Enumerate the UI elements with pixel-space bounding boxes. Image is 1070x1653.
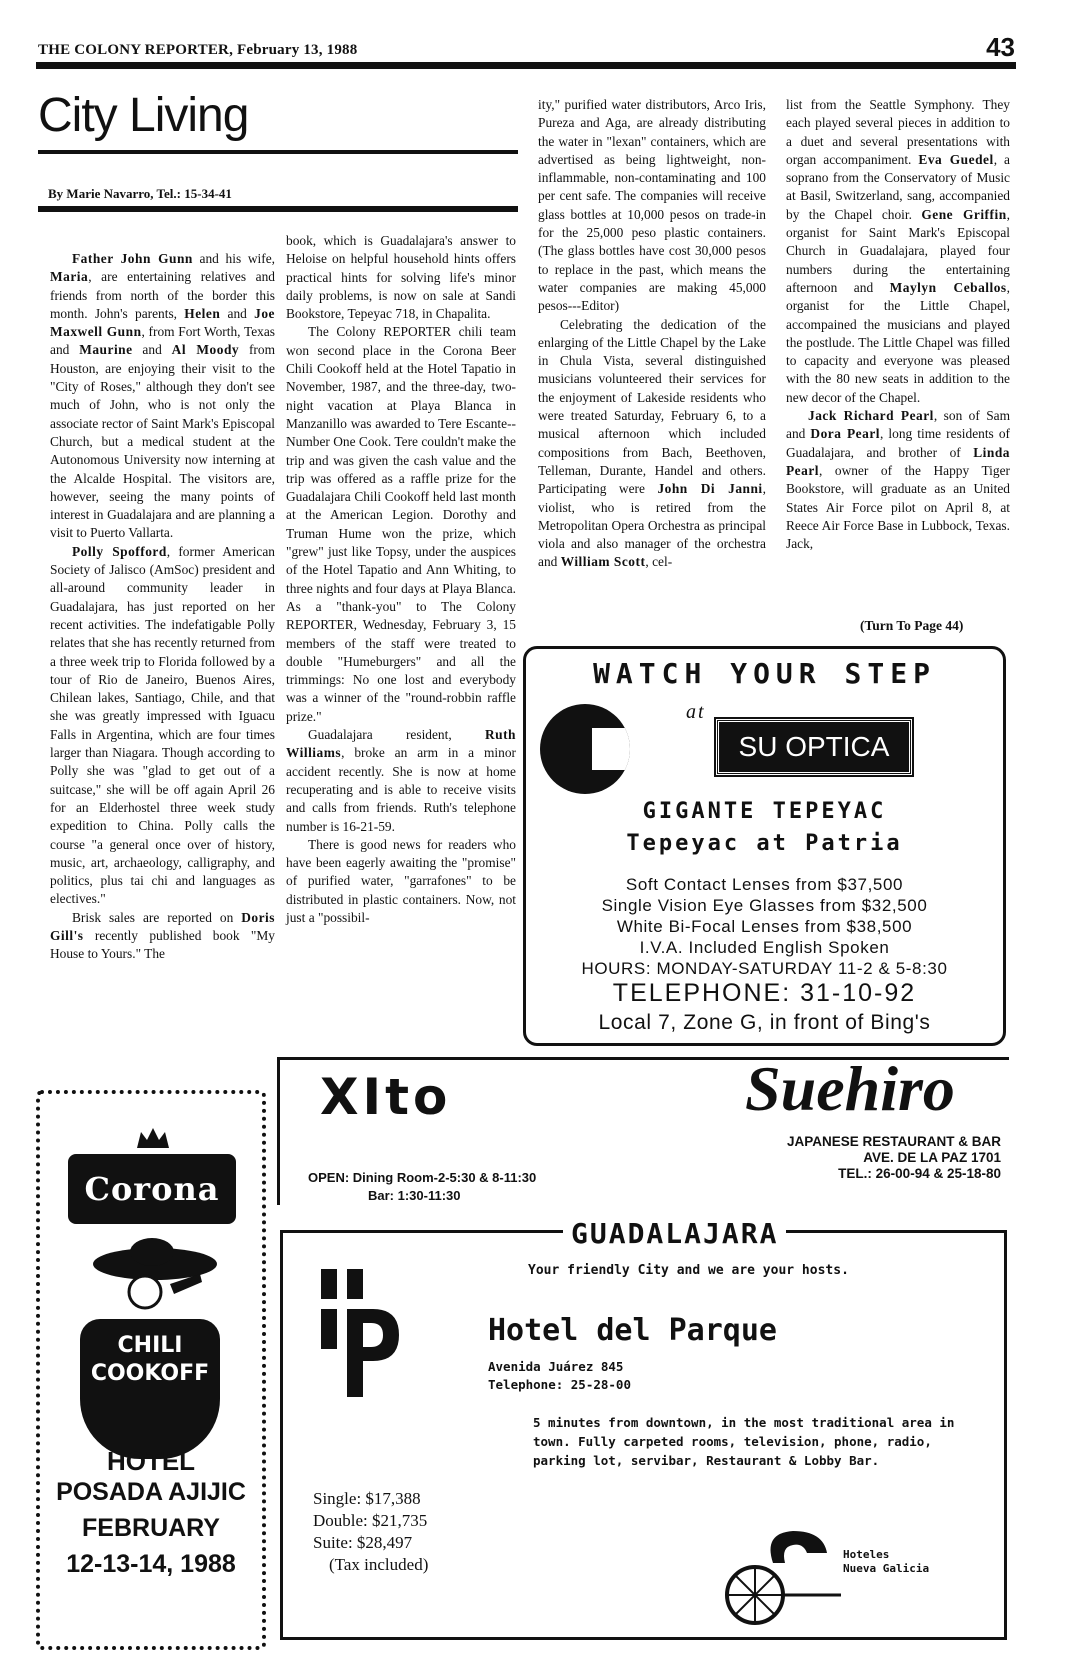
suehiro-logo: Suehiro bbox=[745, 1053, 955, 1124]
tagline: Your friendly City and we are your hosts. bbox=[528, 1263, 849, 1278]
su-optica-ad bbox=[523, 646, 1006, 1046]
chain-line: Hoteles bbox=[843, 1548, 890, 1561]
suehiro-ad bbox=[277, 1053, 1009, 1205]
ad-line: White Bi-Focal Lenses from $38,500 bbox=[616, 917, 913, 936]
hotel-label: HOTEL bbox=[106, 1446, 196, 1476]
paragraph: Celebrating the dedication of the enlarging of the Little Chapel by the Lake in Chula Vista, several distinguished musicians volunteered their services for the enjoyment of Lakeside residents who were treated Saturday, February 6, to a musical afternoon which included compositions from Bach, Beethoven, Telleman, Durante, Handel and others. Participating were John Di Janni, violist, who is retired from the Metropolitan Opera Orchestra as principal viola and also manager of the orchestra and William Scott, cel- bbox=[538, 316, 766, 570]
paragraph: list from the Seattle Symphony. They each played several pieces in addition to a duet and several presentations with organ accompaniment. Eva Guedel, a soprano from the Conservatory of Music at Basil, Switzerland, sang, accompanied by the Chapel choir. Gene Griffin, organist for Saint Mark's Episcopal Church in Guadalajara, played four numbers during the entertaining afternoon and Maylyn Ceballos, organist for the Little Chapel, accompained the musicians and played the postlude. The Little Chapel was filled to capacity and everyone was pleased with the 80 new seats in addition to the new decor of the Chapel. bbox=[786, 97, 1011, 405]
paragraph: Polly Spofford, former American Society of Jalisco (AmSoc) president and all-around community leader in Guadalajara, has just reported on her recent activities. The indefatigable Polly relates that she has recently returned from a three week trip to Florida followed by a tour of Rio de Janeiro, Buenos Aires, Chilean lakes, Santiago, Chile, and that she was greatly impressed with Iguacu Falls in Argentina, which are four times larger than Niagara. Though according to Polly she was "glad to get out of a suitcase," she will be off again April 26 for an Elderhostel three week study expedition to China. Polly calls the course "a general once over of history, music, art, archaeology, calligraphy, and politics, plus tai chi and languages as electives." bbox=[50, 543, 276, 907]
paragraph: The Colony REPORTER chili team won second place in the Corona Beer Chili Cookoff held at the Hotel Tapatio in November, 1987, and the three-day, two-night vacation at Playa Blanca in Manzanillo was awarded to Tere Escante--Number One Cook. Tere couldn't make the trip and was given the cash value and the trip was offered as a raffle prize for the Guadalajara Chili Cookoff held last month at the American Legion. Dorothy and Truman Hume won the prize, which "grew" just like Topsy, under the auspices of the Hotel Tapatio and Ann Whiting, to three nights and four days at Playa Blanca. As a "thank-you" to The Colony REPORTER, Wednesday, February 3, 15 members of the staff were treated to double "Humeburgers" and all the trimmings: No one lost and everybody was a winner of the "round-robbin raffle prize." bbox=[286, 324, 516, 724]
byline: By Marie Navarro, Tel.: 15-34-41 bbox=[48, 186, 232, 201]
page-number: 43 bbox=[986, 32, 1015, 62]
venue: POSADA AJIJIC bbox=[56, 1478, 246, 1506]
paragraph: There is good news for readers who have been eagerly awaiting the "promise" of purified water, "garrafones" to be distributed in plastic containers. Now, not just a "possibil- bbox=[286, 836, 516, 925]
ad-line: JAPANESE RESTAURANT & BAR bbox=[786, 1134, 1001, 1149]
ad-telephone: TELEPHONE: 31-10-92 bbox=[612, 979, 917, 1007]
address-line: Avenida Juárez 845 bbox=[488, 1359, 624, 1374]
crown-icon bbox=[135, 1124, 171, 1150]
ad-at: at bbox=[686, 701, 706, 723]
event-month: FEBRUARY bbox=[82, 1514, 220, 1542]
rate-double: Double: $21,735 bbox=[313, 1511, 428, 1530]
hotel-chain bbox=[843, 1548, 929, 1576]
paragraph: Brisk sales are reported on Doris Gill's recently published book "My House to Yours." The bbox=[50, 909, 275, 962]
hotel-chain-logo-icon bbox=[723, 1523, 843, 1633]
rate-single: Single: $17,388 bbox=[313, 1489, 421, 1508]
hotel-del-parque-ad bbox=[280, 1217, 1007, 1640]
paragraph: Jack Richard Pearl, son of Sam and Dora Pearl, long time residents of Guadalajara, and brother of Linda Pearl, owner of the Happy Tiger Bookstore, will graduate as an United States Air Force pilot on April 8, at Reece Air Force Base in Lubbock, Texas. Jack, bbox=[786, 408, 1010, 552]
cookoff-text: COOKOFF bbox=[90, 1361, 210, 1386]
sombrero-chili-icon bbox=[90, 1234, 220, 1324]
city-headline: GUADALAJARA bbox=[563, 1217, 786, 1250]
paragraph: ity," purified water distributors, Arco Iris, Pureza and Aga, are already distributing the water in "lexan" containers, which are advertised as being lightweight, non-inflammable, non-contaminating and 100 per cent safe. The companies will receive glass bottles at 10,000 pesos on trade-in for the 25,000 peso plastic containers. (The glass bottles have cost 30,000 pesos to replace in the past, which means the water companies are making 45,000 pesos---Editor) bbox=[538, 97, 766, 314]
article-column-1 bbox=[50, 250, 275, 964]
ad-hours: HOURS: MONDAY-SATURDAY 11-2 & 5-8:30 bbox=[581, 959, 948, 978]
ad-hours-bar: Bar: 1:30-11:30 bbox=[368, 1188, 461, 1203]
hotel-address bbox=[488, 1358, 631, 1394]
hotel-name: Hotel del Parque bbox=[488, 1313, 777, 1348]
corona-chili-cookoff-ad bbox=[36, 1090, 266, 1650]
suehiro-info bbox=[787, 1134, 1001, 1182]
byline-rule bbox=[38, 206, 518, 212]
section-rule bbox=[38, 150, 518, 154]
event-details bbox=[36, 1474, 266, 1582]
article-column-4 bbox=[786, 96, 1010, 553]
chili-cookoff-label bbox=[90, 1332, 210, 1388]
telephone-line: Telephone: 25-28-00 bbox=[488, 1377, 631, 1392]
continuation-note: (Turn To Page 44) bbox=[860, 618, 964, 633]
paragraph: Father John Gunn and his wife, Maria, are entertaining relatives and friends from north of the border this month. John's parents, Helen and Joe Maxwell Gunn, from Fort Worth, Texas and Maurine and Al Moody from Houston, are enjoying their visit to the "City of Roses," although they don't see much of John, who is not only the associate rector of Saint Mark's Episcopal Church, but a medical student at the Autonomous University now interning at the Alcalde Hospital. The visitors are, however, seeing the many points of interest in Guadalajara and are planning a visit to Puerto Vallarta. bbox=[50, 251, 275, 541]
chili-text: CHILI bbox=[117, 1333, 183, 1358]
rate-tax-note: (Tax included) bbox=[329, 1555, 429, 1574]
ad-hours-dining: OPEN: Dining Room-2-5:30 & 8-11:30 bbox=[308, 1170, 537, 1185]
chain-line: Nueva Galicia bbox=[843, 1562, 930, 1575]
section-title: City Living bbox=[38, 89, 249, 142]
publication-header: THE COLONY REPORTER, February 13, 1988 bbox=[38, 42, 358, 58]
paragraph: Guadalajara resident, Ruth Williams, broke an arm in a minor accident recently. She is now at home recuperating and is able to receive visits and calls from friends. Ruth's telephone number is 16-21-59. bbox=[286, 727, 516, 834]
event-dates: 12-13-14, 1988 bbox=[66, 1550, 236, 1578]
article-column-2 bbox=[286, 232, 516, 927]
optica-logo-icon bbox=[540, 704, 630, 794]
ad-headline: WATCH YOUR STEP bbox=[593, 657, 936, 690]
ad-line: TEL.: 26-00-94 & 25-18-80 bbox=[838, 1166, 1001, 1181]
hotel-description: 5 minutes from downtown, in the most traditional area in town. Fully carpeted rooms, television, phone, radio, parking lot, servibar, Restaurant & Lobby Bar. bbox=[533, 1415, 955, 1468]
ad-line: I.V.A. Included English Spoken bbox=[639, 938, 890, 957]
rate-suite: Suite: $28,497 bbox=[313, 1533, 413, 1552]
article-column-3 bbox=[538, 96, 766, 572]
paragraph: book, which is Guadalajara's answer to Heloise on helpful household hints offers practical hints for solving life's minor daily problems, is now on sale at Sandi Bookstore, Tepeyac 718, in Chapalita. bbox=[286, 233, 516, 322]
corona-logo: Corona bbox=[68, 1154, 236, 1224]
hotel-logo-icon bbox=[313, 1263, 403, 1403]
ad-location-1: GIGANTE TEPEYAC bbox=[642, 799, 887, 824]
ad-line: Single Vision Eye Glasses from $32,500 bbox=[601, 896, 928, 915]
ad-location-2: Tepeyac at Patria bbox=[626, 831, 903, 856]
optica-brand: SU OPTICA bbox=[716, 719, 912, 775]
japanese-logo: XIto bbox=[320, 1068, 452, 1126]
header-rule bbox=[36, 62, 1016, 69]
ad-local: Local 7, Zone G, in front of Bing's bbox=[598, 1011, 931, 1034]
ad-line: AVE. DE LA PAZ 1701 bbox=[863, 1150, 1001, 1165]
ad-line: Soft Contact Lenses from $37,500 bbox=[625, 875, 904, 894]
room-rates bbox=[313, 1488, 428, 1576]
